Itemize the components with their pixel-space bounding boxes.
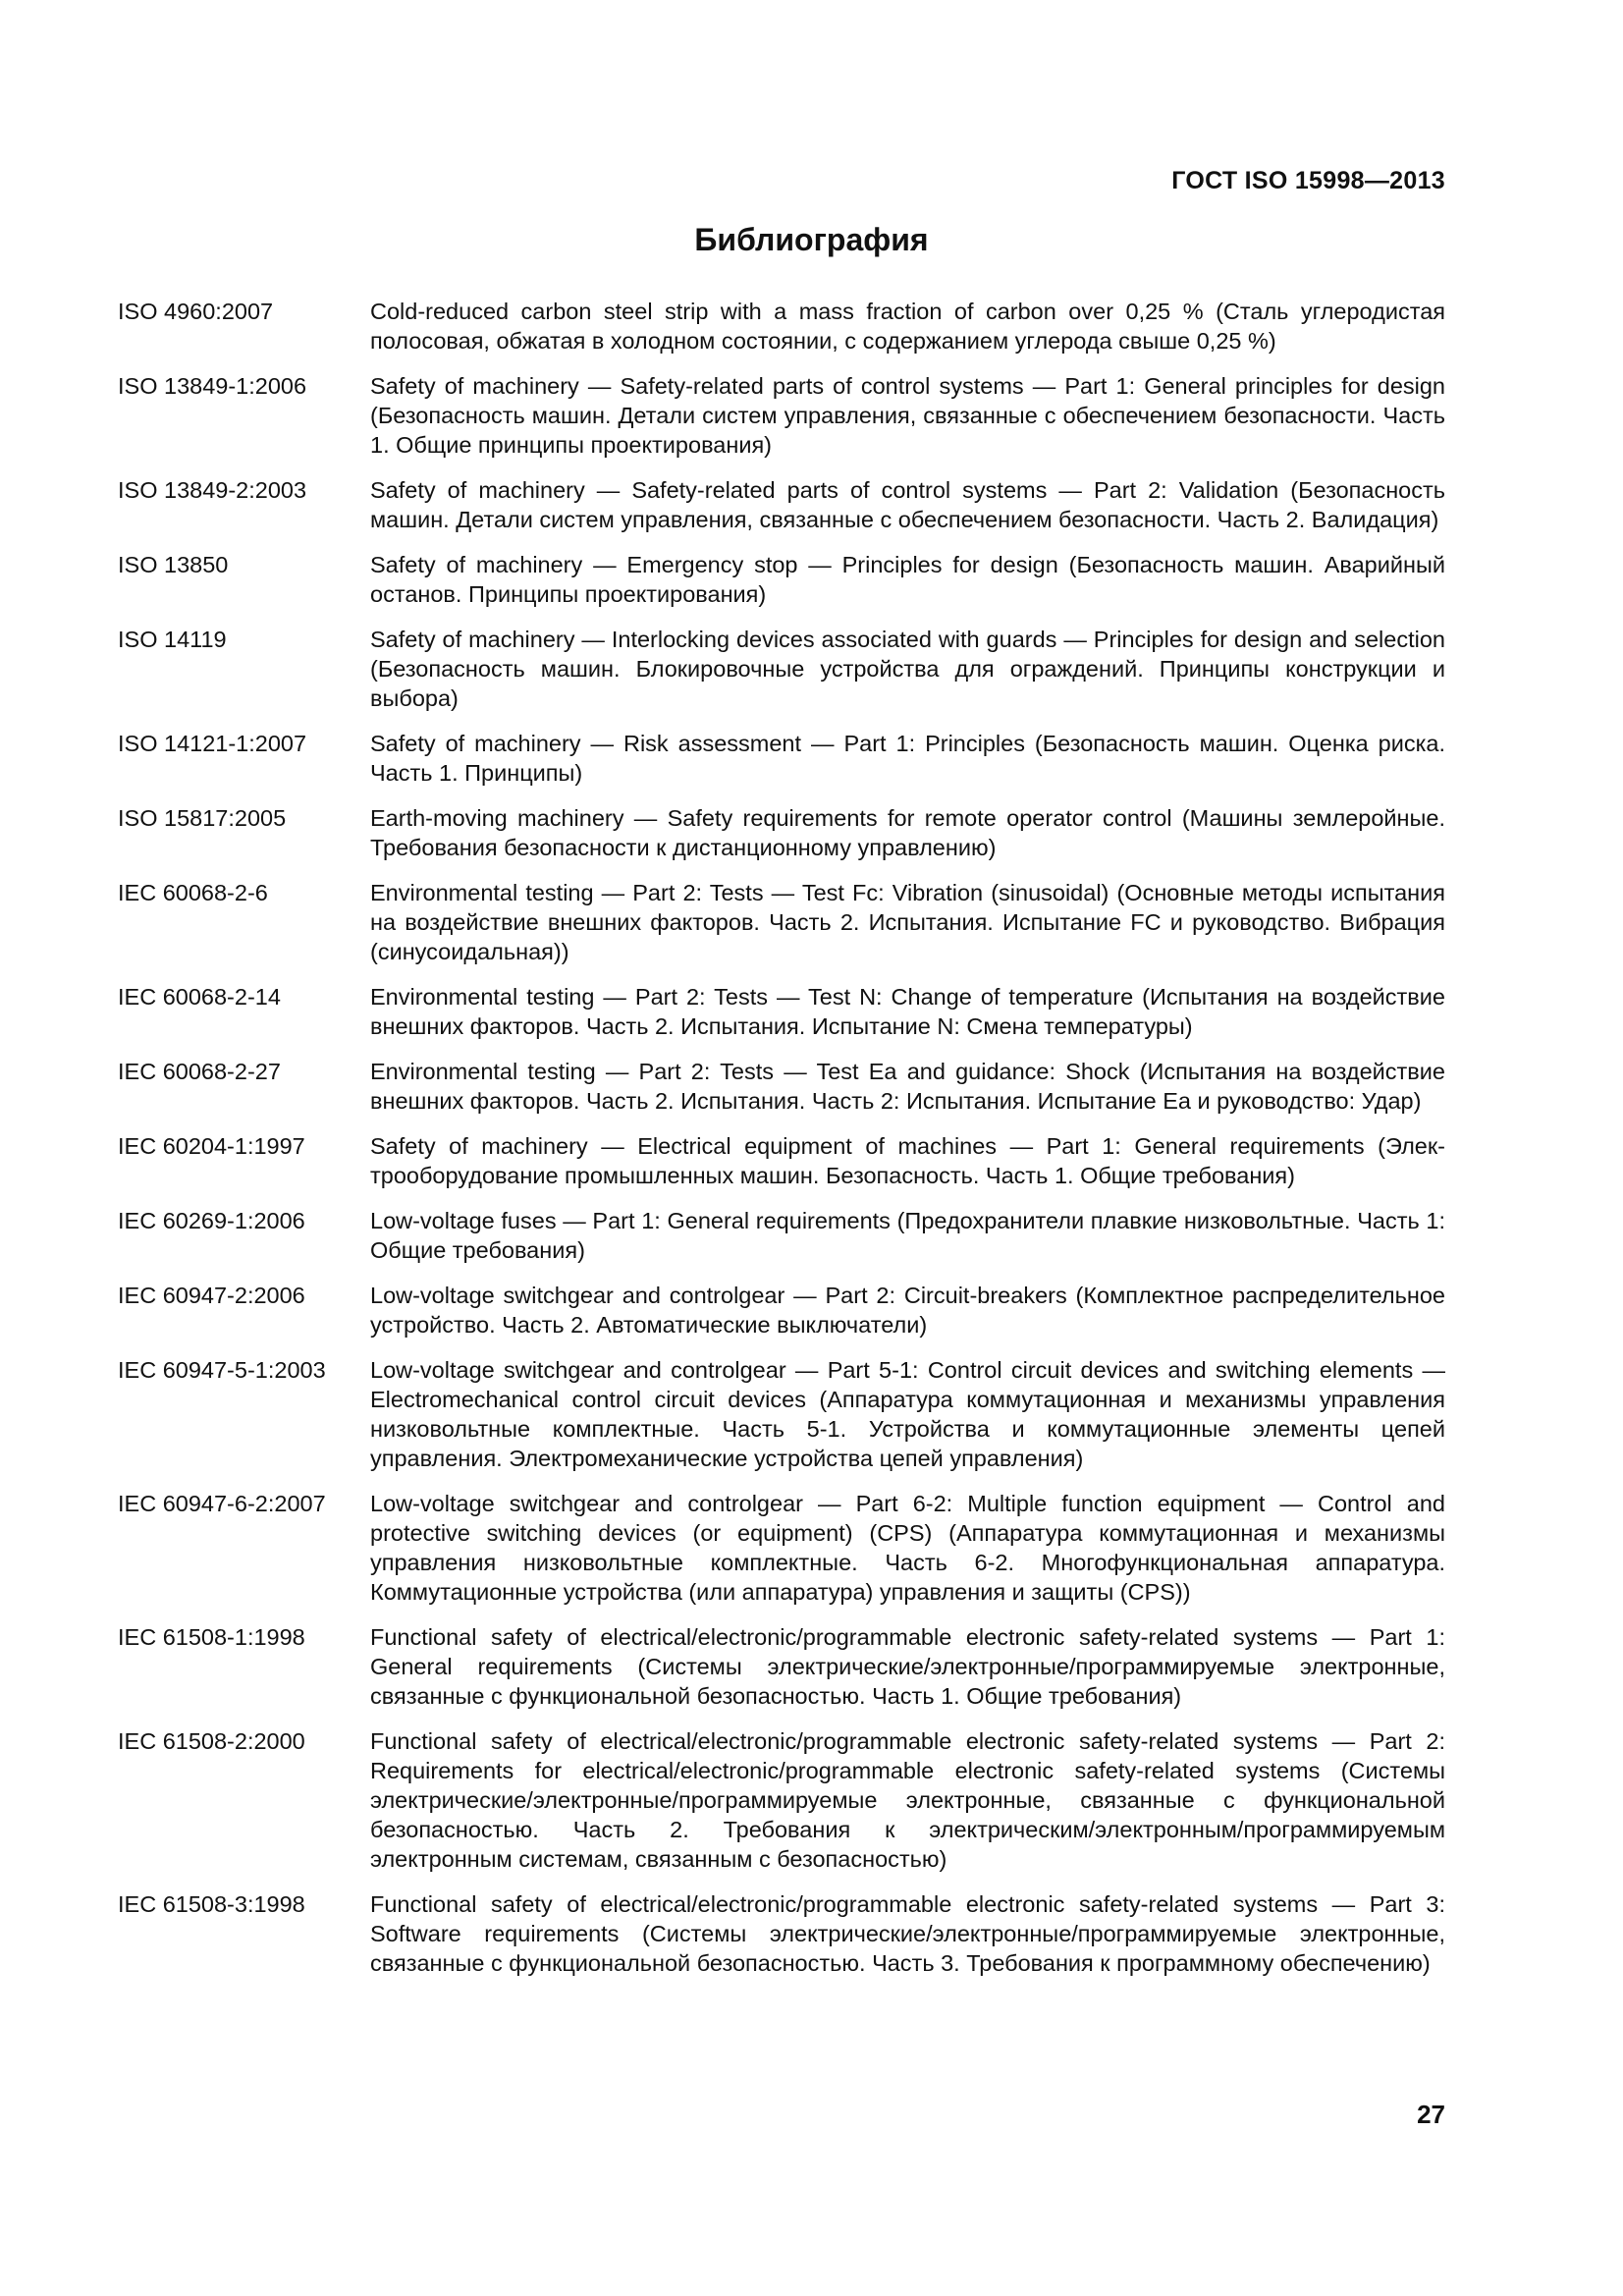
bibliography-entry — [118, 625, 1445, 713]
bibliography-entry — [118, 1281, 1445, 1339]
entry-reference: ISO 13849-1:2006 — [118, 373, 307, 399]
bibliography-entry — [118, 1206, 1445, 1265]
bibliography-entry — [118, 475, 1445, 534]
bibliography-list — [118, 297, 1445, 1994]
bibliography-entry — [118, 297, 1445, 355]
entry-description: Safety of machinery — Emergency stop — Principles for design (Безопасность машин. Аварийный останов. Принципы проектирования) — [370, 552, 1445, 607]
entry-reference: IEC 60269-1:2006 — [118, 1208, 305, 1233]
entry-reference: ISO 14119 — [118, 627, 227, 652]
entry-reference: IEC 61508-3:1998 — [118, 1891, 305, 1917]
entry-description: Low-voltage switchgear and controlgear — Part 2: Circuit-breakers (Комплектное распределительное устройство. Часть 2. Автоматические выключатели) — [370, 1283, 1445, 1338]
bibliography-entry — [118, 1131, 1445, 1190]
bibliography-entry — [118, 1889, 1445, 1978]
entry-reference: IEC 60947-5-1:2003 — [118, 1357, 326, 1383]
entry-description: Safety of machinery — Safety-related parts of control systems — Part 1: General principles for design (Безопасность машин. Детали систем управления, связанные с обеспечением безопасности. Часть 1. Общие принципы проектирования) — [370, 373, 1445, 458]
entry-description: Low-voltage switchgear and controlgear — Part 5-1: Control circuit devices and switching elements — Electromechanical control circuit devices (Аппаратура коммутационная и механизмы управления низковольтные комплектные. Часть 5-1. Устройства и коммутационные элементы цепей управления. Электромеханические устройства цепей управления) — [370, 1357, 1445, 1471]
bibliography-entry — [118, 1489, 1445, 1607]
bibliography-entry — [118, 878, 1445, 966]
entry-reference: IEC 60947-2:2006 — [118, 1283, 305, 1308]
bibliography-entry — [118, 1057, 1445, 1116]
bibliography-entry — [118, 982, 1445, 1041]
entry-description: Functional safety of electrical/electronic/programmable electronic safety-related systems — Part 1: General requirements (Системы электрические/электронные/программируемые электронные, связанные с функциональной безопасностью. Часть 1. Общие требования) — [370, 1624, 1445, 1709]
entry-reference: ISO 15817:2005 — [118, 805, 287, 831]
entry-description: Low-voltage switchgear and controlgear — Part 6-2: Multiple function equipment — Control and protective switching devices (or equipment) (CPS) (Аппаратура коммутационная и механизмы управления низковольтные комплектные. Часть 6-2. Многофункциональная аппаратура. Коммутационные устройства (или аппаратура) управления и защиты (CPS)) — [370, 1491, 1445, 1605]
entry-reference: IEC 60068-2-6 — [118, 880, 268, 905]
page-number: 27 — [1417, 2100, 1445, 2129]
bibliography-entry — [118, 1726, 1445, 1874]
entry-description: Environmental testing — Part 2: Tests — Test Fc: Vibration (sinusoidal) (Основные методы испытания на воздействие внешних факторов. Часть 2. Испытания. Испытание FC и руководство. Вибрация (синусоидальная)) — [370, 880, 1445, 964]
document-header: ГОСТ ISO 15998—2013 — [1171, 167, 1445, 194]
bibliography-entry — [118, 1355, 1445, 1473]
entry-description: Cold-reduced carbon steel strip with a mass fraction of carbon over 0,25 % (Сталь углеродистая полосовая, обжатая в холодном состоянии, с содержанием углерода свыше 0,25 %) — [370, 299, 1445, 354]
entry-description: Environmental testing — Part 2: Tests — Test N: Change of temperature (Испытания на воздействие внешних факторов. Часть 2. Испытания. Испытание N: Смена температуры) — [370, 984, 1445, 1039]
bibliography-entry — [118, 1622, 1445, 1711]
entry-reference: IEC 60947-6-2:2007 — [118, 1491, 326, 1516]
entry-reference: IEC 61508-1:1998 — [118, 1624, 305, 1650]
entry-reference: ISO 13850 — [118, 552, 229, 577]
entry-reference: ISO 14121-1:2007 — [118, 731, 307, 756]
entry-description: Functional safety of electrical/electronic/programmable electronic safety-related systems — Part 3: Software requirements (Системы электрические/электронные/программируемые электронные, связанные с функциональной безопасностью. Часть 3. Требования к программному обеспечению) — [370, 1891, 1445, 1976]
entry-description: Environmental testing — Part 2: Tests — Test Ea and guidance: Shock (Испытания на воздействие внешних факторов. Часть 2. Испытания. Часть 2: Испытания. Испытание Ea и руководство: Удар) — [370, 1059, 1445, 1114]
bibliography-entry — [118, 729, 1445, 788]
entry-description: Safety of machinery — Electrical equipment of machines — Part 1: General requirements (Электрооборудование промышленных машин. Безопасность. Часть 1. Общие требования) — [370, 1133, 1445, 1188]
entry-description: Low-voltage fuses — Part 1: General requirements (Предохранители плавкие низковольтные. Часть 1: Общие требования) — [370, 1208, 1445, 1263]
entry-reference: IEC 60068-2-14 — [118, 984, 281, 1010]
entry-description: Earth-moving machinery — Safety requirements for remote operator control (Машины землеройные. Требования безопасности к дистанционному управлению) — [370, 805, 1445, 860]
bibliography-entry — [118, 371, 1445, 460]
entry-description: Safety of machinery — Interlocking devices associated with guards — Principles for design and selection (Безопасность машин. Блокировочные устройства для ограждений. Принципы конструкции и выбора) — [370, 627, 1445, 711]
entry-reference: ISO 13849-2:2003 — [118, 477, 307, 503]
entry-description: Safety of machinery — Safety-related parts of control systems — Part 2: Validation (Безопасность машин. Детали систем управления, связанные с обеспечением безопасности. Часть 2. Валидация) — [370, 477, 1445, 532]
bibliography-entry — [118, 803, 1445, 862]
entry-reference: IEC 60204-1:1997 — [118, 1133, 305, 1159]
bibliography-entry — [118, 550, 1445, 609]
entry-description: Safety of machinery — Risk assessment — Part 1: Principles (Безопасность машин. Оценка риска. Часть 1. Принципы) — [370, 731, 1445, 786]
page-title: Библиография — [694, 222, 929, 257]
entry-reference: ISO 4960:2007 — [118, 299, 274, 324]
entry-description: Functional safety of electrical/electronic/programmable electronic safety-related systems — Part 2: Requirements for electrical/electronic/programmable electronic safety-related systems (Системы электрические/электронные/программируемые электронные, связанные с функциональной безопасностью. Часть 2. Требования к электрическим/электронным/программируемым электронным системам, связанным с безопасностью) — [370, 1728, 1445, 1872]
entry-reference: IEC 60068-2-27 — [118, 1059, 281, 1084]
entry-reference: IEC 61508-2:2000 — [118, 1728, 305, 1754]
